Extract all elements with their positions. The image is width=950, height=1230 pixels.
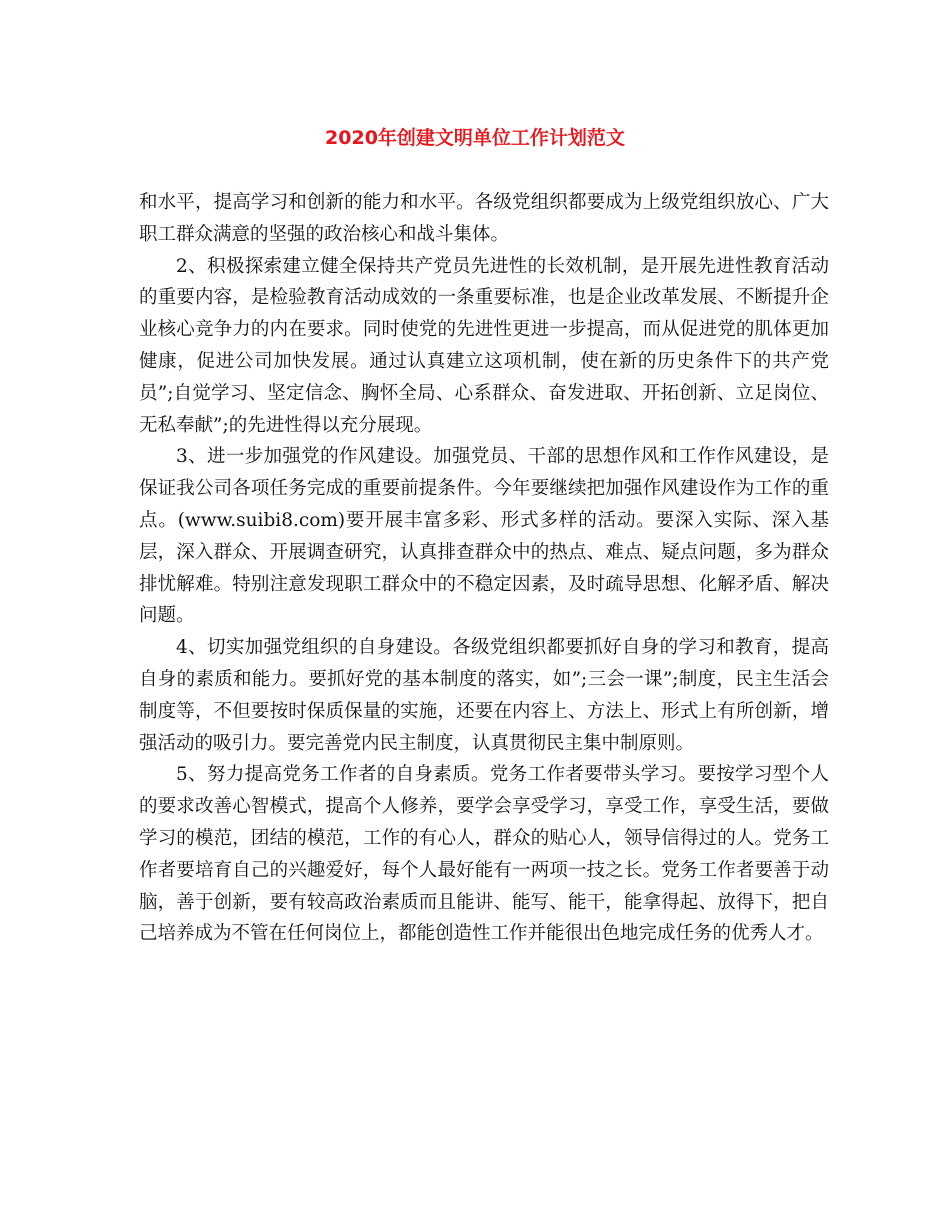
paragraph-item-2: 2、积极探索建立健全保持共产党员先进性的长效机制，是开展先进性教育活动的重要内容，是检验教育活动成效的一条重要标准，也是企业改革发展、不断提升企业核心竞争力的内在要求。同时使党的先进性更进一步提高，而从促进党的肌体更加健康，促进公司加快发展。通过认真建立这项机制，使在新的历史条件下的共产党员”;自觉学习、坚定信念、胸怀全局、心系群众、奋发进取、开拓创新、立足岗位、无私奉献”;的先进性得以充分展现。 [139,255,829,436]
paragraph-item-5: 5、努力提高党务工作者的自身素质。党务工作者要带头学习。要按学习型个人的要求改善心智模式，提高个人修养，要学会享受学习，享受工作，享受生活，要做学习的模范，团结的模范，工作的有心人，群众的贴心人，领导信得过的人。党务工作者要培育自己的兴趣爱好，每个人最好能有一两项一技之长。党务工作者要善于动脑，善于创新，要有较高政治素质而且能讲、能写、能干，能拿得起、放得下，把自己培养成为不管在任何岗位上，都能创造性工作并能很出色地完成任务的优秀人才。 [139,764,829,945]
paragraph-continuation: 和水平，提高学习和创新的能力和水平。各级党组织都要成为上级党组织放心、广大职工群众满意的坚强的政治核心和战斗集体。 [139,192,829,245]
document-title: 2020年创建文明单位工作计划范文 [325,127,625,149]
paragraph-item-4: 4、切实加强党组织的自身建设。各级党组织都要抓好自身的学习和教育，提高自身的素质和能力。要抓好党的基本制度的落实，如”;三会一课”;制度，民主生活会制度等，不但要按时保质保量的实施，还要在内容上、方法上、形式上有所创新，增强活动的吸引力。要完善党内民主制度，认真贯彻民主集中制原则。 [139,637,829,754]
paragraph-item-3: 3、进一步加强党的作风建设。加强党员、干部的思想作风和工作作风建设，是保证我公司各项任务完成的重要前提条件。今年要继续把加强作风建设作为工作的重点。(www.suibi8.com)要开展丰富多彩、形式多样的活动。要深入实际、深入基层，深入群众、开展调查研究，认真排查群众中的热点、难点、疑点问题，多为群众排忧解难。特别注意发现职工群众中的不稳定因素，及时疏导思想、化解矛盾、解决问题。 [139,446,829,627]
document-body [139,187,829,950]
